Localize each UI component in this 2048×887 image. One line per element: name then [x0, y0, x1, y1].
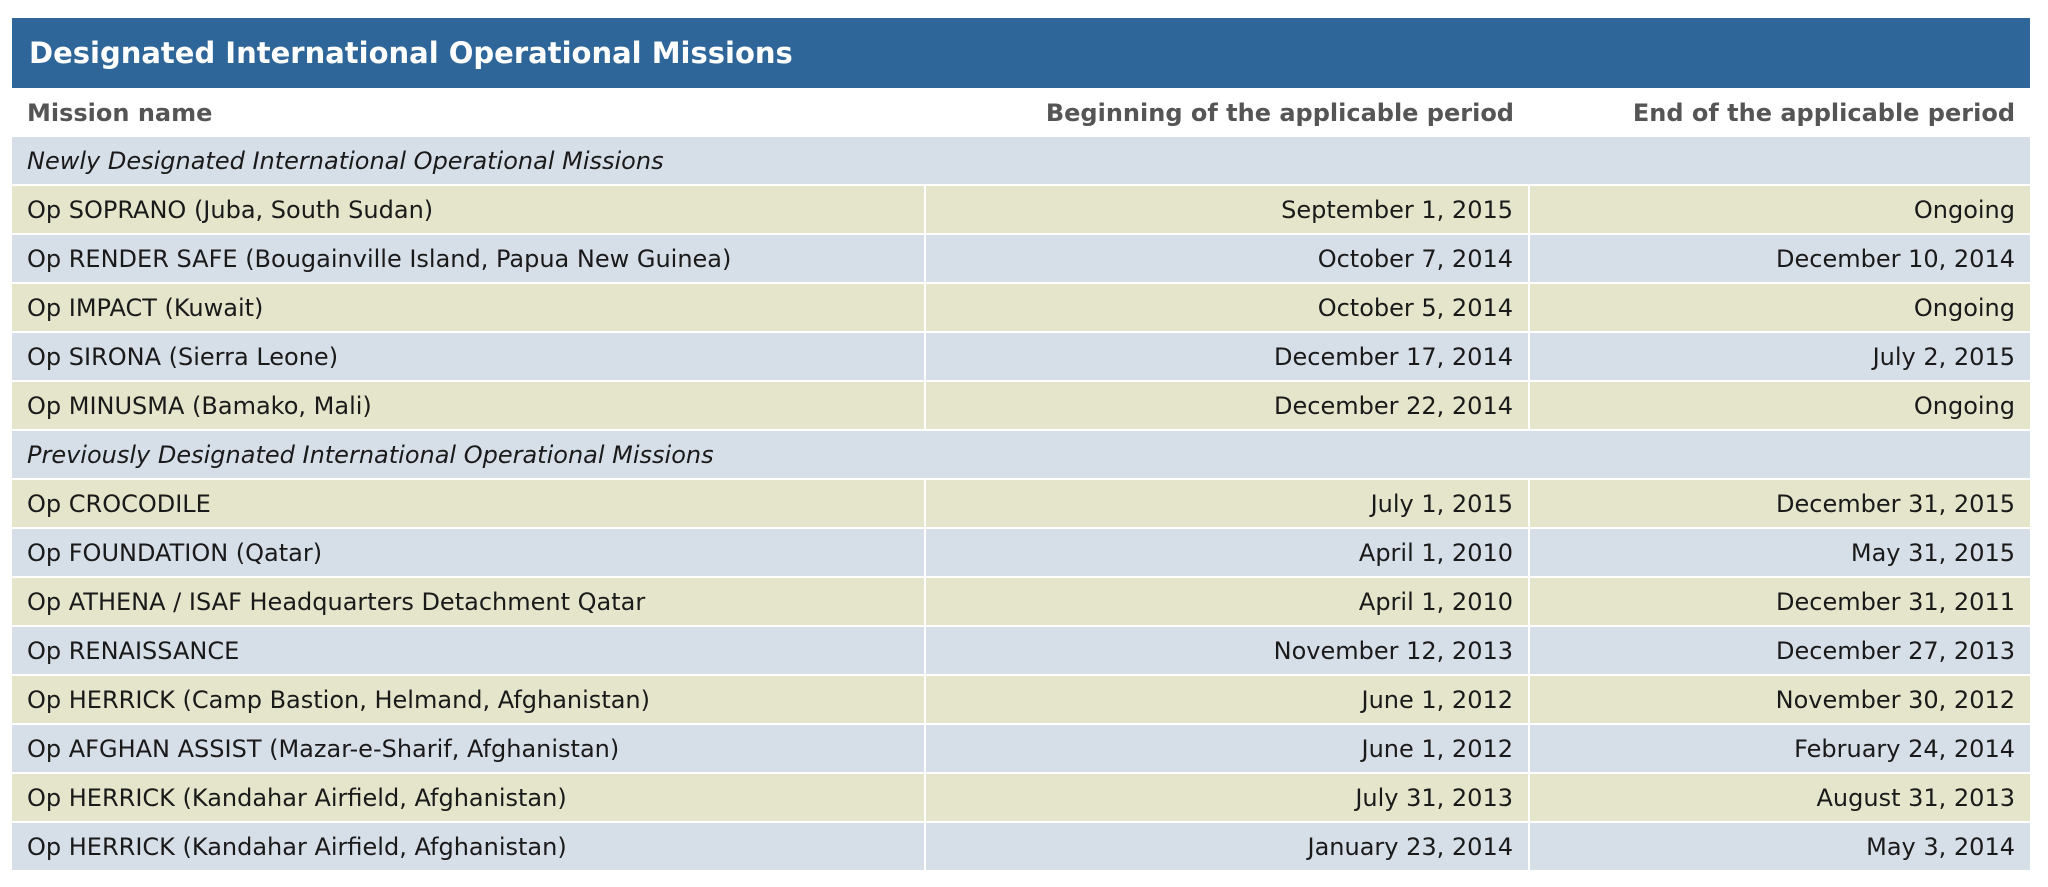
begin-date-cell: April 1, 2010 — [925, 528, 1529, 577]
section-label: Previously Designated International Operational Missions — [12, 430, 2030, 479]
begin-date-cell: June 1, 2012 — [925, 724, 1529, 773]
table-row — [12, 381, 2030, 430]
table-row — [12, 822, 2030, 871]
table-caption: Designated International Operational Missions — [12, 18, 2030, 88]
mission-name-cell: Op SIRONA (Sierra Leone) — [12, 332, 925, 381]
begin-date-cell: June 1, 2012 — [925, 675, 1529, 724]
table-row — [12, 626, 2030, 675]
table-row — [12, 479, 2030, 528]
table-row — [12, 332, 2030, 381]
mission-name-cell: Op FOUNDATION (Qatar) — [12, 528, 925, 577]
table-row — [12, 185, 2030, 234]
end-date-cell: December 31, 2011 — [1529, 577, 2030, 626]
mission-name-cell: Op AFGHAN ASSIST (Mazar-e-Sharif, Afghanistan) — [12, 724, 925, 773]
end-date-cell: November 30, 2012 — [1529, 675, 2030, 724]
mission-name-cell: Op HERRICK (Camp Bastion, Helmand, Afghanistan) — [12, 675, 925, 724]
header-end: End of the applicable period — [1529, 88, 2030, 137]
header-beginning: Beginning of the applicable period — [925, 88, 1529, 137]
table-row — [12, 675, 2030, 724]
mission-name-cell: Op MINUSMA (Bamako, Mali) — [12, 381, 925, 430]
missions-table-wrapper — [12, 18, 2030, 872]
end-date-cell: Ongoing — [1529, 185, 2030, 234]
end-date-cell: May 31, 2015 — [1529, 528, 2030, 577]
mission-name-cell: Op HERRICK (Kandahar Airfield, Afghanistan) — [12, 773, 925, 822]
end-date-cell: February 24, 2014 — [1529, 724, 2030, 773]
section-row-previously — [12, 430, 2030, 479]
mission-name-cell: Op ATHENA / ISAF Headquarters Detachment Qatar — [12, 577, 925, 626]
begin-date-cell: January 23, 2014 — [925, 822, 1529, 871]
header-row — [12, 88, 2030, 137]
end-date-cell: May 3, 2014 — [1529, 822, 2030, 871]
begin-date-cell: April 1, 2010 — [925, 577, 1529, 626]
begin-date-cell: November 12, 2013 — [925, 626, 1529, 675]
begin-date-cell: October 5, 2014 — [925, 283, 1529, 332]
mission-name-cell: Op RENAISSANCE — [12, 626, 925, 675]
end-date-cell: December 31, 2015 — [1529, 479, 2030, 528]
end-date-cell: December 10, 2014 — [1529, 234, 2030, 283]
begin-date-cell: July 1, 2015 — [925, 479, 1529, 528]
begin-date-cell: October 7, 2014 — [925, 234, 1529, 283]
section-label: Newly Designated International Operational Missions — [12, 137, 2030, 185]
header-mission-name: Mission name — [12, 88, 925, 137]
end-date-cell: Ongoing — [1529, 283, 2030, 332]
end-date-cell: Ongoing — [1529, 381, 2030, 430]
missions-table — [12, 88, 2030, 872]
table-row — [12, 234, 2030, 283]
mission-name-cell: Op CROCODILE — [12, 479, 925, 528]
table-row — [12, 724, 2030, 773]
table-row — [12, 773, 2030, 822]
end-date-cell: December 27, 2013 — [1529, 626, 2030, 675]
table-row — [12, 283, 2030, 332]
begin-date-cell: July 31, 2013 — [925, 773, 1529, 822]
end-date-cell: July 2, 2015 — [1529, 332, 2030, 381]
begin-date-cell: December 22, 2014 — [925, 381, 1529, 430]
end-date-cell: August 31, 2013 — [1529, 773, 2030, 822]
table-row — [12, 577, 2030, 626]
mission-name-cell: Op IMPACT (Kuwait) — [12, 283, 925, 332]
mission-name-cell: Op HERRICK (Kandahar Airfield, Afghanistan) — [12, 822, 925, 871]
table-row — [12, 528, 2030, 577]
mission-name-cell: Op SOPRANO (Juba, South Sudan) — [12, 185, 925, 234]
begin-date-cell: December 17, 2014 — [925, 332, 1529, 381]
mission-name-cell: Op RENDER SAFE (Bougainville Island, Papua New Guinea) — [12, 234, 925, 283]
begin-date-cell: September 1, 2015 — [925, 185, 1529, 234]
section-row-newly — [12, 137, 2030, 185]
